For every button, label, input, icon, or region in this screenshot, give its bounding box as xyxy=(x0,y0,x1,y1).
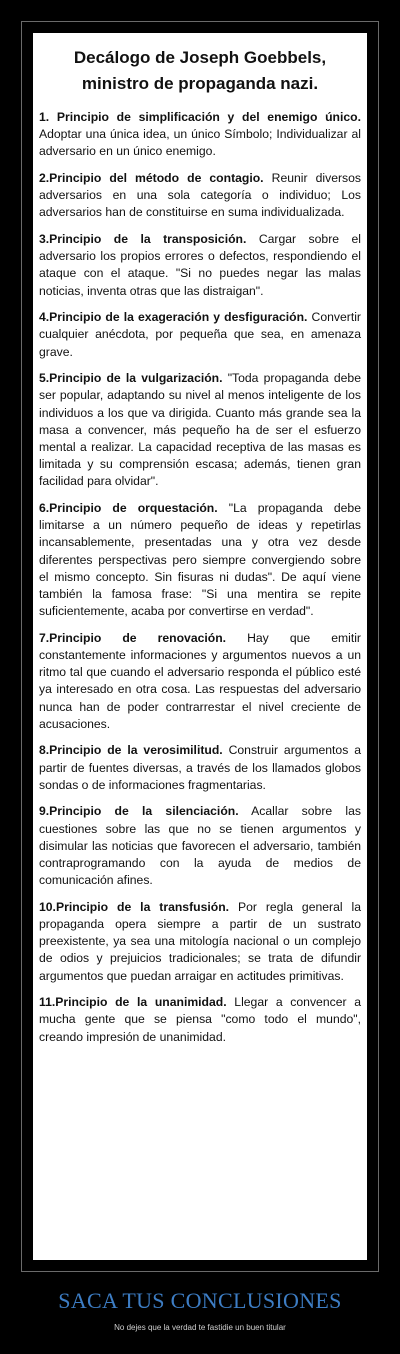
principle-text: Por regla general la propaganda opera siempre a partir de un sustrato preexistente, ya sea una mitología nacional o un complejo de odios y prejuicios tradicionales; se trata de difundir argumentos que puedan arraigar en actitudes primitivas. xyxy=(39,899,361,983)
principle-heading: 3.Principio de la transposición. xyxy=(39,232,247,246)
principle-text: Construir argumentos a partir de fuentes diversas, a través de los llamados globos sondas o de informaciones fragmentarias. xyxy=(39,743,361,792)
principle-5 xyxy=(39,370,361,490)
principle-10 xyxy=(39,899,361,985)
principle-6 xyxy=(39,500,361,620)
page-title xyxy=(39,45,361,97)
principle-text: Hay que emitir constantemente informaciones y argumentos nuevos a un ritmo tal que cuando el adversario responda el público esté ya interesado en otra cosa. Las respuestas del adversario nunca han de poder contrarrestar el nivel creciente de acusaciones. xyxy=(39,630,361,731)
principle-heading: 11.Principio de la unanimidad. xyxy=(39,995,227,1010)
principle-heading: 2.Principio del método de contagio. xyxy=(39,171,264,185)
principle-text: "La propaganda debe limitarse a un número pequeño de ideas y repetirlas incansablemente, presentadas una y otra vez desde diferentes perspectivas pero siempre convergiendo sobre el mismo concepto. Sin fisuras ni dudas". De aquí viene también la famosa frase: "Si una mentira se repite suficientemente, acaba por convertirse en verdad". xyxy=(39,501,361,619)
principle-text: "Toda propaganda debe ser popular, adaptando su nivel al menos inteligente de los individuos a los que va dirigida. Cuanto más grande sea la masa a convencer, más pequeño ha de ser el esfuerzo mental a realizar. La capacidad receptiva de las masas es limitada y su comprensión escasa; además, tienen gran facilidad para olvidar". xyxy=(39,371,361,489)
principle-heading: 4.Principio de la exageración y desfiguración. xyxy=(39,310,308,325)
principle-text: Convertir cualquier anécdota, por pequeña que sea, en amenaza grave. xyxy=(39,310,361,359)
title-line-1: Decálogo de Joseph Goebbels, xyxy=(73,48,327,67)
principle-heading: 10.Principio de la transfusión. xyxy=(39,899,230,914)
principle-11 xyxy=(39,994,361,1046)
principle-text: Acallar sobre las cuestiones sobre las que no se tienen argumentos y disimular las noticias que favorecen el adversario, también contraprogramando con la ayuda de medios de comunicación afines. xyxy=(39,804,361,888)
principle-heading: 5.Principio de la vulgarización. xyxy=(39,371,223,386)
principle-heading: 9.Principio de la silenciación. xyxy=(39,804,239,819)
principle-2 xyxy=(39,170,361,222)
principle-text: Reunir diversos adversarios en una sola categoría o individuo; Los adversarios han de constituirse en suma individualizada. xyxy=(39,171,361,220)
poster-card xyxy=(33,33,367,1260)
principle-1 xyxy=(39,109,361,161)
principle-4 xyxy=(39,309,361,361)
principle-text: Cargar sobre el adversario los propios errores o defectos, respondiendo el ataque con el ataque. "Si no puedes negar las malas noticias, inventa otras que las distraigan". xyxy=(39,232,361,298)
title-line-2: ministro de propaganda nazi. xyxy=(81,74,319,93)
principle-heading: 1. Principio de simplificación y del enemigo único. xyxy=(39,110,361,124)
principle-8 xyxy=(39,742,361,794)
principle-text: Llegar a convencer a mucha gente que se piensa "como todo el mundo", creando impresión de unanimidad. xyxy=(39,995,361,1044)
footer-title: SACA TUS CONCLUSIONES xyxy=(58,1288,342,1313)
principle-heading: 6.Principio de orquestación. xyxy=(39,501,218,516)
principle-text: Adoptar una única idea, un único Símbolo; Individualizar al adversario en un único enemigo. xyxy=(39,127,361,159)
principle-3 xyxy=(39,231,361,300)
principle-heading: 8.Principio de la verosimilitud. xyxy=(39,743,223,758)
principle-7 xyxy=(39,630,361,733)
principle-9 xyxy=(39,803,361,889)
footer-subtitle: No dejes que la verdad te fastidie un buen titular xyxy=(114,1323,286,1332)
principle-heading: 7.Principio de renovación. xyxy=(39,630,227,645)
